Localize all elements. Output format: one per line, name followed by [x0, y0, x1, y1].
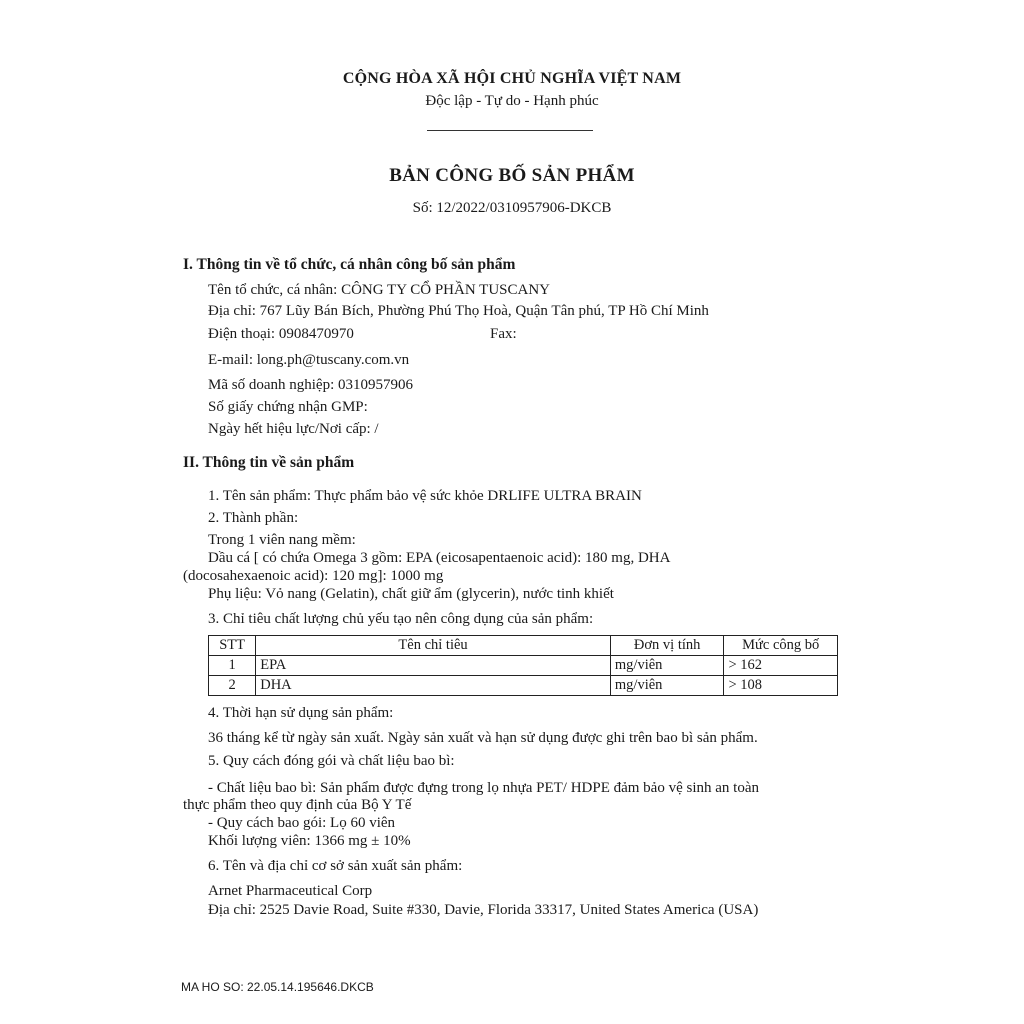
org-fax: Fax: [490, 326, 517, 342]
table-header: Tên chỉ tiêu [256, 636, 611, 656]
manufacturer-name: Arnet Pharmaceutical Corp [208, 883, 373, 899]
gmp-certificate: Số giấy chứng nhận GMP: [208, 399, 368, 415]
national-motto: Độc lập - Tự do - Hạnh phúc [425, 93, 599, 109]
section1-heading: I. Thông tin về tổ chức, cá nhân công bố sản phẩm [183, 256, 516, 273]
table-header: Mức công bố [724, 636, 838, 656]
org-name: Tên tổ chức, cá nhân: CÔNG TY CỔ PHẦN TUSCANY [208, 282, 550, 298]
document-title: BẢN CÔNG BỐ SẢN PHẨM [389, 165, 635, 186]
packaging-spec: - Quy cách bao gói: Lọ 60 viên [208, 815, 396, 831]
shelf-life-label: 4. Thời hạn sử dụng sản phẩm: [208, 705, 394, 721]
excipients: Phụ liệu: Vỏ nang (Gelatin), chất giữ ẩm (glycerin), nước tinh khiết [208, 586, 614, 602]
table-cell: mg/viên [610, 656, 724, 676]
national-title: CỘNG HÒA XÃ HỘI CHỦ NGHĨA VIỆT NAM [342, 70, 682, 87]
file-code: MA HO SO: 22.05.14.195646.DKCB [181, 980, 374, 994]
ingredients-label: 2. Thành phần: [208, 510, 299, 526]
org-email: E-mail: long.ph@tuscany.com.vn [208, 352, 410, 368]
manufacturer-address: Địa chỉ: 2525 Davie Road, Suite #330, Davie, Florida 33317, United States America (USA) [208, 902, 759, 918]
table-header-row [209, 636, 838, 656]
table-row [209, 656, 838, 676]
org-phone: Điện thoại: 0908470970 [208, 326, 354, 342]
table-header: Đơn vị tính [610, 636, 724, 656]
table-cell: EPA [256, 656, 611, 676]
manufacturer-label: 6. Tên và địa chỉ cơ sở sản xuất sản phẩm: [208, 858, 463, 874]
table-cell: mg/viên [610, 676, 724, 696]
table-cell: 1 [209, 656, 256, 676]
table-row [209, 676, 838, 696]
table-cell: > 162 [724, 656, 838, 676]
header-divider [427, 130, 593, 131]
table-cell: > 108 [724, 676, 838, 696]
table-header: STT [209, 636, 256, 656]
packaging-label: 5. Quy cách đóng gói và chất liệu bao bì: [208, 753, 455, 769]
packaging-material: thực phẩm theo quy định của Bộ Y Tế [183, 797, 412, 813]
capsule-weight: Khối lượng viên: 1366 mg ± 10% [208, 833, 411, 849]
org-address: Địa chỉ: 767 Lũy Bán Bích, Phường Phú Thọ Hoà, Quận Tân phú, TP Hồ Chí Minh [208, 303, 709, 319]
table-cell: DHA [256, 676, 611, 696]
ingredients-line: Dầu cá [ có chứa Omega 3 gồm: EPA (eicosapentaenoic acid): 180 mg, DHA [208, 550, 671, 566]
product-name: 1. Tên sản phẩm: Thực phẩm bảo vệ sức khỏe DRLIFE ULTRA BRAIN [208, 488, 642, 504]
document-number: Số: 12/2022/0310957906-DKCB [412, 200, 612, 216]
section2-heading: II. Thông tin về sản phẩm [183, 454, 355, 471]
business-code: Mã số doanh nghiệp: 0310957906 [208, 377, 413, 393]
quality-label: 3. Chỉ tiêu chất lượng chủ yếu tạo nên công dụng của sản phẩm: [208, 611, 594, 627]
quality-table [208, 635, 838, 696]
table-cell: 2 [209, 676, 256, 696]
expiry-issuer: Ngày hết hiệu lực/Nơi cấp: / [208, 421, 379, 437]
ingredients-line: (docosahexaenoic acid): 120 mg]: 1000 mg [183, 568, 444, 584]
packaging-material: - Chất liệu bao bì: Sản phẩm được đựng trong lọ nhựa PET/ HDPE đảm bảo vệ sinh an toàn [208, 780, 759, 796]
ingredients-line: Trong 1 viên nang mềm: [208, 532, 356, 548]
shelf-life: 36 tháng kể từ ngày sản xuất. Ngày sản xuất và hạn sử dụng được ghi trên bao bì sản phẩm. [208, 730, 758, 746]
